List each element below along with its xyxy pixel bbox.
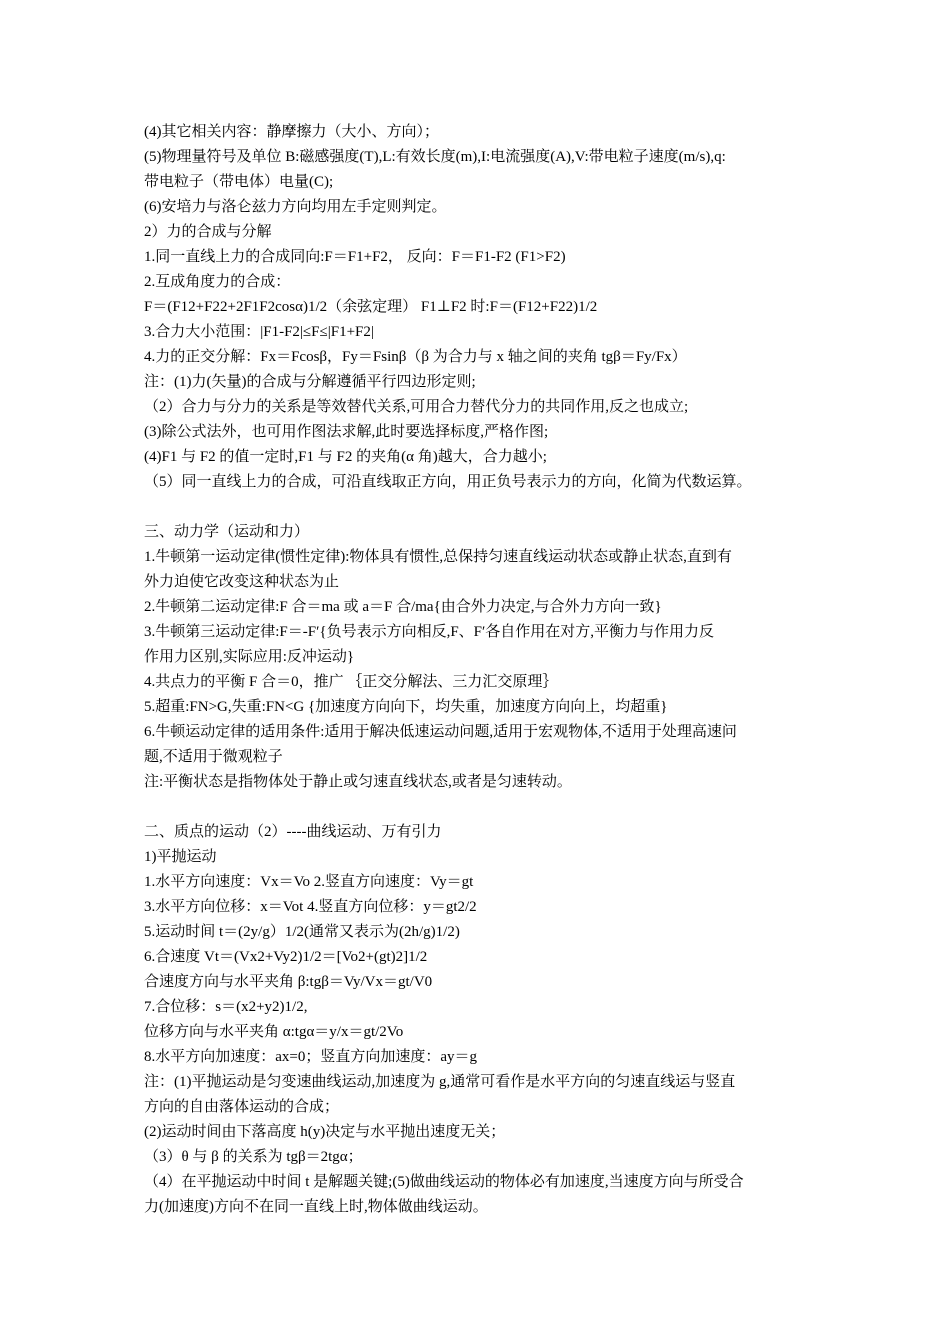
text-line: 三、动力学（运动和力） (144, 524, 310, 540)
text-line: 注：(1)平抛运动是匀变速曲线运动,加速度为 g,通常可看作是水平方向的匀速直线运与竖直 (144, 1074, 736, 1090)
text-line: 注：(1)力(矢量)的合成与分解遵循平行四边形定则; (144, 374, 476, 390)
text-line: 1.牛顿第一运动定律(惯性定律):物体具有惯性,总保持匀速直线运动状态或静止状态,直到有 (144, 549, 732, 565)
text-line: (6)安培力与洛仑兹力方向均用左手定则判定。 (144, 199, 447, 215)
text-line: （4）在平抛运动中时间 t 是解题关键;(5)做曲线运动的物体必有加速度,当速度方向与所受合 (144, 1174, 744, 1190)
text-line: 带电粒子（带电体）电量(C); (144, 174, 334, 190)
text-line: (4)F1 与 F2 的值一定时,F1 与 F2 的夹角(α 角)越大，合力越小; (144, 449, 547, 465)
text-line: 力(加速度)方向不在同一直线上时,物体做曲线运动。 (144, 1199, 488, 1215)
text-line: 3.牛顿第三运动定律:F＝-F′{负号表示方向相反,F、F′各自作用在对方,平衡力与作用力反 (144, 624, 715, 640)
text-line: （5）同一直线上力的合成，可沿直线取正方向，用正负号表示力的方向，化简为代数运算。 (144, 474, 752, 490)
text-line: 注:平衡状态是指物体处于静止或匀速直线状态,或者是匀速转动。 (144, 774, 572, 790)
blank-line (144, 795, 814, 820)
text-line: 合速度方向与水平夹角 β:tgβ＝Vy/Vx＝gt/V0 (144, 974, 433, 990)
text-line: 3.合力大小范围：|F1-F2|≤F≤|F1+F2| (144, 324, 374, 340)
text-line: (2)运动时间由下落高度 h(y)决定与水平抛出速度无关； (144, 1124, 506, 1140)
text-line: 2）力的合成与分解 (144, 224, 272, 240)
text-line: 5.超重:FN>G,失重:FN<G {加速度方向向下，均失重，加速度方向向上，均超重} (144, 699, 668, 715)
text-line: 6.合速度 Vt＝(Vx2+Vy2)1/2＝[Vo2+(gt)2]1/2 (144, 949, 428, 965)
text-line: (3)除公式法外，也可用作图法求解,此时要选择标度,严格作图; (144, 424, 549, 440)
document-page (144, 120, 814, 1220)
text-line: 1.同一直线上力的合成同向:F＝F1+F2， 反向：F＝F1-F2 (F1>F2) (144, 249, 566, 265)
text-line: 外力迫使它改变这种状态为止 (144, 574, 340, 590)
text-line: (5)物理量符号及单位 B:磁感强度(T),L:有效长度(m),I:电流强度(A),V:带电粒子速度(m/s),q: (144, 149, 726, 165)
text-line: 二、质点的运动（2）----曲线运动、万有引力 (144, 824, 442, 840)
text-line: 方向的自由落体运动的合成； (144, 1099, 340, 1115)
text-line: 2.互成角度力的合成： (144, 274, 291, 290)
text-line: 3.水平方向位移：x＝Vot 4.竖直方向位移：y＝gt2/2 (144, 899, 477, 915)
text-line: 8.水平方向加速度：ax=0；竖直方向加速度：ay＝g (144, 1049, 478, 1065)
blank-line (144, 495, 814, 520)
text-line: 5.运动时间 t＝(2y/g）1/2(通常又表示为(2h/g)1/2) (144, 924, 460, 940)
text-line: 1)平抛运动 (144, 849, 217, 865)
text-line: 7.合位移：s＝(x2+y2)1/2, (144, 999, 308, 1015)
text-line: （2）合力与分力的关系是等效替代关系,可用合力替代分力的共同作用,反之也成立; (144, 399, 689, 415)
text-line: F＝(F12+F22+2F1F2cosα)1/2（余弦定理） F1⊥F2 时:F＝(F12+F22)1/2 (144, 299, 598, 315)
text-line: 6.牛顿运动定律的适用条件:适用于解决低速运动问题,适用于宏观物体,不适用于处理高速问 (144, 724, 737, 740)
text-line: 2.牛顿第二运动定律:F 合＝ma 或 a＝F 合/ma{由合外力决定,与合外力方向一致} (144, 599, 662, 615)
text-line: 位移方向与水平夹角 α:tgα＝y/x＝gt/2Vo (144, 1024, 404, 1040)
text-line: 作用力区别,实际应用:反冲运动} (144, 649, 355, 665)
text-line: 4.共点力的平衡 F 合＝0，推广 ｛正交分解法、三力汇交原理｝ (144, 674, 558, 690)
text-line: 4.力的正交分解：Fx＝Fcosβ，Fy＝Fsinβ（β 为合力与 x 轴之间的夹角 tgβ＝Fy/Fx） (144, 349, 687, 365)
text-line: (4)其它相关内容：静摩擦力（大小、方向）； (144, 124, 439, 140)
text-line: 1.水平方向速度：Vx＝Vo 2.竖直方向速度：Vy＝gt (144, 874, 474, 890)
text-line: 题,不适用于微观粒子 (144, 749, 283, 765)
text-line: （3）θ 与 β 的关系为 tgβ＝2tgα； (144, 1149, 363, 1165)
